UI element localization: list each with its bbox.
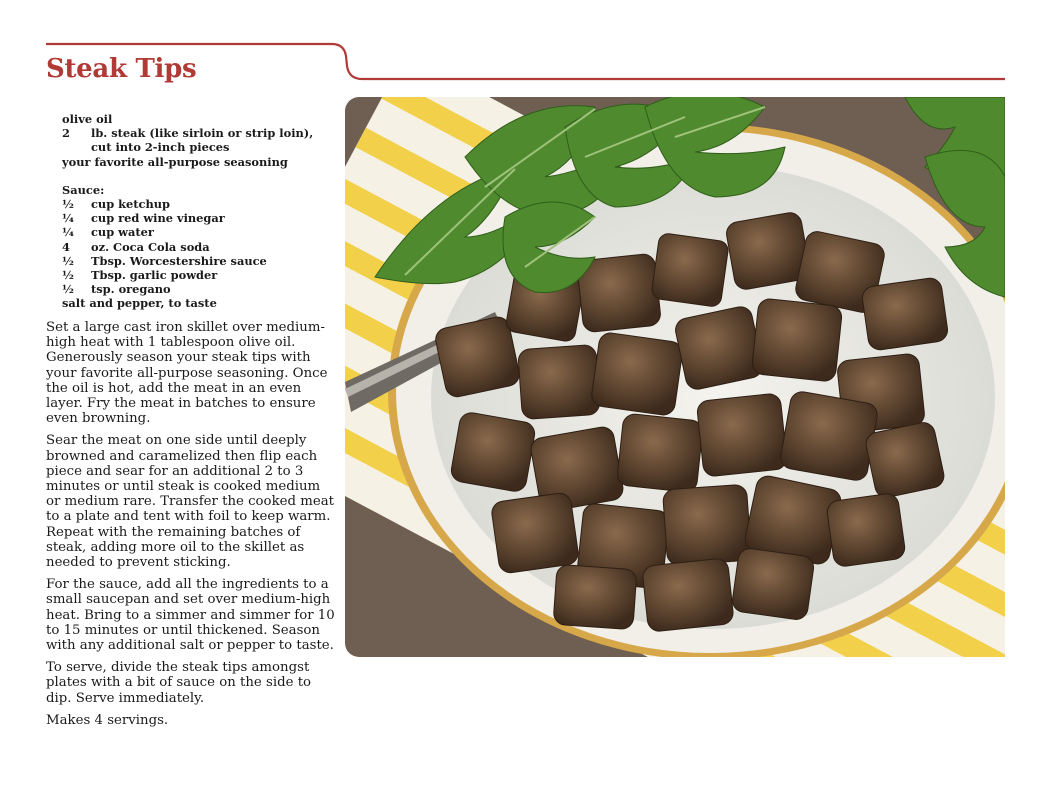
sauce-heading: Sauce:	[62, 182, 105, 197]
sauce-ingredient-item: ½ tsp. oregano	[62, 282, 171, 297]
sauce-ingredient-item: ½ Tbsp. garlic powder	[62, 268, 218, 283]
method-step: Set a large cast iron skillet over medium-high heat with 1 tablespoon olive oil. Generously season your steak tips with your favorite all-purpose seasoning. Once the oil is hot, add the meat in an even layer. Fry the meat in batches to ensure even browning.	[46, 320, 328, 427]
sauce-ingredient-item: ¼ cup red wine vinegar	[62, 211, 225, 226]
sauce-ingredient-item: 4 oz. Coca Cola soda	[62, 239, 210, 254]
recipe-photo	[345, 97, 1005, 657]
method-step: For the sauce, add all the ingredients to a small saucepan and set over medium-high heat. Bring to a simmer and simmer for 10 to 15 minutes or until thickened. Season with any additional salt or pepper to taste.	[46, 577, 335, 654]
method-step: To serve, divide the steak tips amongst plates with a bit of sauce on the side to dip. Serve immediately.	[46, 660, 312, 706]
ingredient-item: olive oil	[62, 112, 113, 126]
sauce-ingredient-item: salt and pepper, to taste	[62, 296, 217, 311]
method-step: Sear the meat on one side until deeply browned and caramelized then flip each piece and sear for an additional 2 to 3 minutes or until steak is cooked medium or medium rare. Transfer the cooked meat to a plate and tent with foil to keep warm. Repeat with the remaining batches of steak, adding more oil to the skillet as needed to prevent sticking.	[46, 433, 334, 571]
ingredient-item: 2 lb. steak (like sirloin or strip loin),	[62, 126, 314, 141]
ingredient-item-continuation: cut into 2-inch pieces	[91, 140, 230, 155]
sauce-ingredient-item: ½ Tbsp. Worcestershire sauce	[62, 253, 267, 268]
method-steps	[46, 320, 338, 735]
ingredient-list	[62, 112, 342, 311]
sauce-ingredient-item: ½ cup ketchup	[62, 197, 171, 212]
recipe-title: Steak Tips	[46, 54, 197, 84]
servings-note: Makes 4 servings.	[46, 712, 169, 728]
steak-bowl-illustration	[345, 97, 1005, 657]
sauce-ingredient-item: ¼ cup water	[62, 225, 154, 240]
ingredient-item: your favorite all-purpose seasoning	[62, 154, 288, 169]
